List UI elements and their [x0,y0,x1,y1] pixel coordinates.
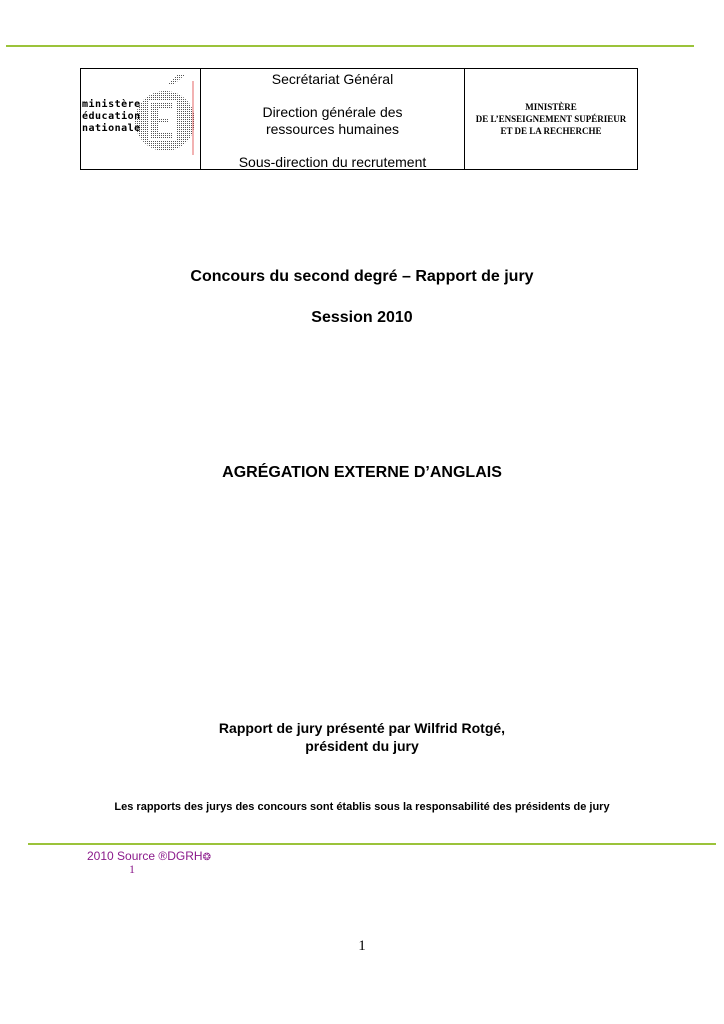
report-line-2: président du jury [305,738,419,754]
report-author [0,719,724,755]
ministry-line-2: DE L’ENSEIGNEMENT SUPÉRIEUR [475,114,627,124]
exam-title: AGRÉGATION EXTERNE D’ANGLAIS [222,464,502,481]
logo-cell [81,69,201,169]
report-line-1: Rapport de jury présenté par Wilfrid Rotgé, [218,720,506,736]
ministry-line-3: ET DE LA RECHERCHE [500,126,602,136]
logo-line-3: nationale [82,123,141,134]
footer-source [87,849,211,863]
secretariat-label: Secrétariat Général [271,71,394,87]
document-title: Concours du second degré – Rapport de jury [190,268,534,285]
direction-label-2: ressources humaines [265,121,400,137]
logo-line-2: éducation [82,111,141,122]
footer-source-text: 2010 Source ®DGRH [87,849,203,863]
logo-wordmark [82,99,141,135]
ministry-line-1: MINISTÈRE [525,102,577,112]
session-title: Session 2010 [311,309,413,326]
responsibility-note: Les rapports des jurys des concours sont établis sous la responsabilité des présidents de jury [114,801,610,813]
administration-cell [201,69,465,169]
logo-line-1: ministère [82,99,141,110]
ministry-cell [465,69,637,169]
header-table [80,68,638,170]
page-number: 1 [358,938,366,954]
footer-sub-number: 1 [129,862,135,876]
footer-source-mark-icon: ❂ [202,852,211,863]
bottom-divider [28,843,716,845]
top-divider [6,45,694,47]
sous-direction-label: Sous-direction du recrutement [238,154,427,170]
direction-label-1: Direction générale des [262,104,403,120]
